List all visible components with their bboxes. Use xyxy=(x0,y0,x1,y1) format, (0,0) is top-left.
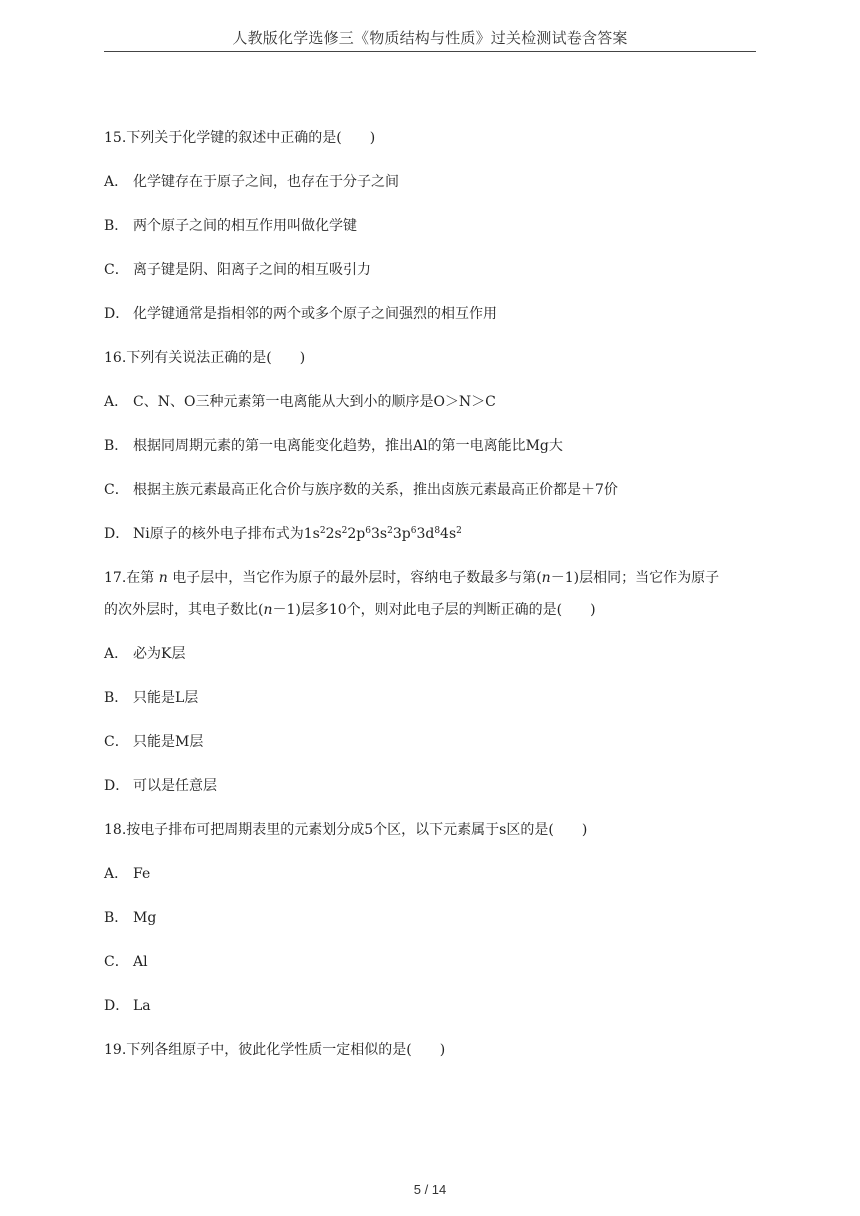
electron-configuration xyxy=(304,526,462,542)
option-key: C． xyxy=(104,734,129,750)
option-text: Mg xyxy=(133,910,157,926)
option-key: A． xyxy=(104,394,129,410)
question-stem-17-line1: 17.在第 n 电子层中，当它作为原子的最外层时，容纳电子数最多与第(n－1)层相同；当它作为原子 xyxy=(104,570,720,586)
orbital: $4s^2$ xyxy=(440,526,462,542)
option-key: D． xyxy=(104,306,130,322)
option-16-d xyxy=(104,524,764,544)
option-text: 根据主族元素最高正化合价与族序数的关系，推出卤族元素最高正价都是＋7价 xyxy=(133,482,618,498)
option-18-a xyxy=(104,864,764,884)
option-key: A． xyxy=(104,646,129,662)
option-key: D． xyxy=(104,526,130,542)
option-17-d xyxy=(104,776,764,796)
variable-n: n xyxy=(158,570,168,586)
question-stem-16: 16.下列有关说法正确的是( ) xyxy=(104,350,306,366)
option-text: La xyxy=(133,998,151,1014)
document-header-title: 人教版化学选修三《物质结构与性质》过关检测试卷含答案 xyxy=(232,29,628,47)
option-text: 两个原子之间的相互作用叫做化学键 xyxy=(133,218,357,234)
option-text: 化学键通常是指相邻的两个或多个原子之间强烈的相互作用 xyxy=(133,306,497,322)
option-15-b xyxy=(104,216,764,236)
orbital: $1s^2$ xyxy=(303,526,326,542)
option-18-d xyxy=(104,996,764,1016)
variable-n: n xyxy=(263,602,273,618)
option-text: 可以是任意层 xyxy=(133,778,217,794)
option-key: A． xyxy=(104,866,129,882)
option-16-c xyxy=(104,480,764,500)
option-key: D． xyxy=(104,778,130,794)
question-stem-17 xyxy=(104,568,764,620)
option-text: 必为K层 xyxy=(133,646,186,662)
option-text: 化学键存在于原子之间，也存在于分子之间 xyxy=(133,174,399,190)
orbital: $3d^8$ xyxy=(416,526,441,542)
orbital: $2s^2$ xyxy=(325,526,348,542)
question-list xyxy=(104,128,764,1084)
option-16-a xyxy=(104,392,764,412)
header-divider xyxy=(104,51,756,52)
orbital: $2p^6$ xyxy=(347,526,371,542)
option-text: 只能是L层 xyxy=(133,690,199,706)
option-15-d xyxy=(104,304,764,324)
option-17-c xyxy=(104,732,764,752)
option-18-c xyxy=(104,952,764,972)
page-number: 5 / 14 xyxy=(413,1182,447,1197)
option-text: 离子键是阴、阳离子之间的相互吸引力 xyxy=(133,262,371,278)
option-text: C、N、O三种元素第一电离能从大到小的顺序是O＞N＞C xyxy=(133,394,496,410)
option-text: Al xyxy=(133,954,148,970)
option-18-b xyxy=(104,908,764,928)
option-16-b xyxy=(104,436,764,456)
option-key: B． xyxy=(104,910,129,926)
option-key: B． xyxy=(104,438,129,454)
option-key: B． xyxy=(104,690,129,706)
question-stem-19: 19.下列各组原子中，彼此化学性质一定相似的是( ) xyxy=(104,1042,446,1058)
option-text: Ni原子的核外电子排布式为 xyxy=(133,526,304,542)
option-text: 只能是M层 xyxy=(133,734,204,750)
option-text: 根据同周期元素的第一电离能变化趋势，推出Al的第一电离能比Mg大 xyxy=(133,438,563,454)
option-key: C． xyxy=(104,954,129,970)
option-key: D． xyxy=(104,998,130,1014)
question-stem-15: 15.下列关于化学键的叙述中正确的是( ) xyxy=(104,130,376,146)
option-15-c xyxy=(104,260,764,280)
option-17-a xyxy=(104,644,764,664)
option-key: C． xyxy=(104,482,129,498)
option-text: Fe xyxy=(133,866,151,882)
option-15-a xyxy=(104,172,764,192)
option-key: A． xyxy=(104,174,129,190)
variable-n: n xyxy=(541,570,551,586)
question-stem-17-line2: 的次外层时，其电子数比(n－1)层多10个，则对此电子层的判断正确的是( ) xyxy=(104,602,596,618)
option-key: B． xyxy=(104,218,129,234)
orbital: $3s^2$ xyxy=(371,526,393,542)
orbital: $3p^6$ xyxy=(392,526,417,542)
option-17-b xyxy=(104,688,764,708)
question-stem-18: 18.按电子排布可把周期表里的元素划分成5个区，以下元素属于s区的是( ) xyxy=(104,822,588,838)
option-key: C． xyxy=(104,262,129,278)
